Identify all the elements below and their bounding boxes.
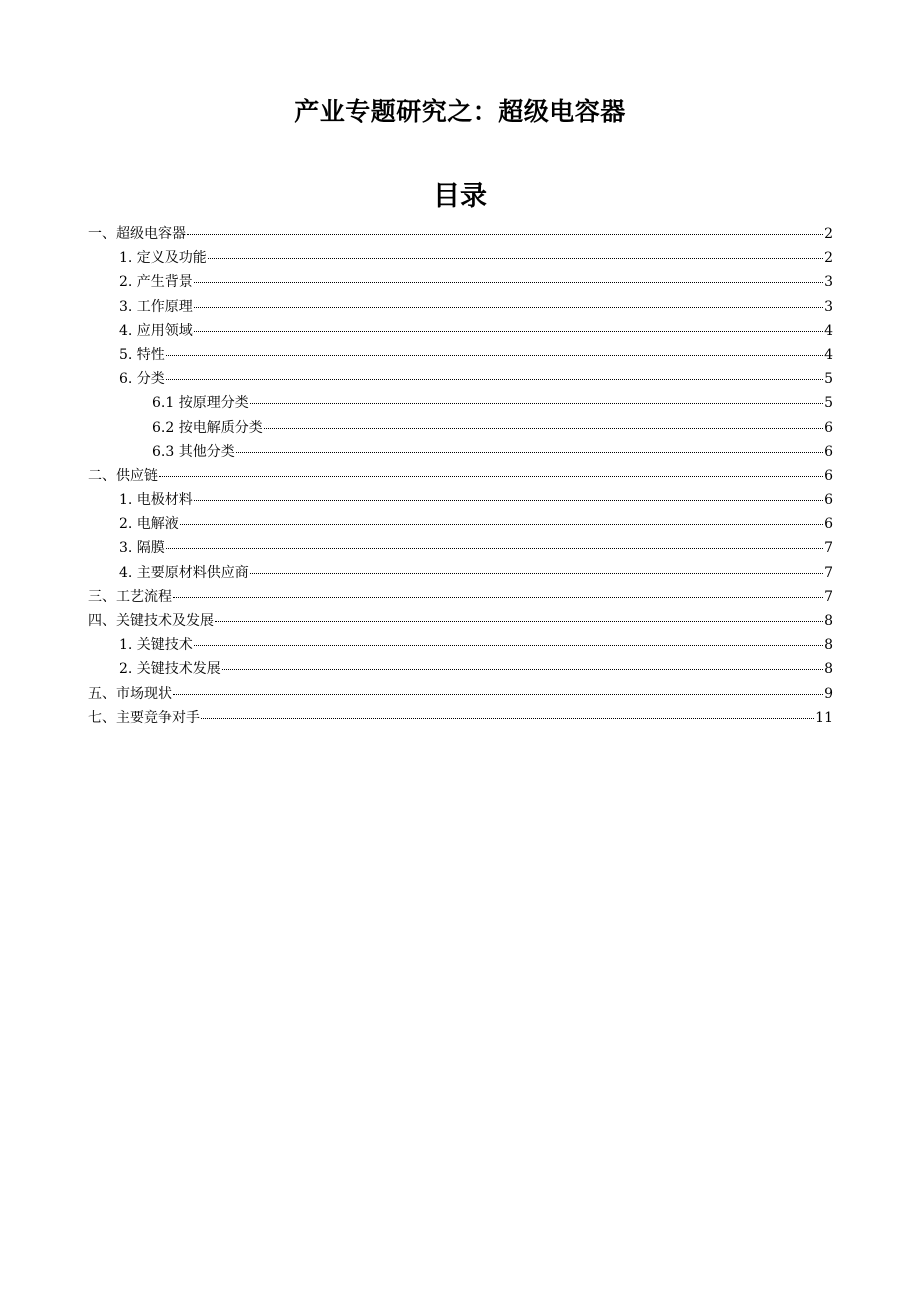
- toc-entry[interactable]: [88, 609, 833, 633]
- toc-entry-title: 七、主要竞争对手: [88, 709, 200, 726]
- toc-entry-page-number: 3: [824, 274, 833, 291]
- toc-dot-leader: [215, 621, 823, 622]
- toc-entry-page-number: 6: [824, 467, 833, 484]
- toc-entry-title: 1. 关键技术: [119, 637, 193, 654]
- toc-entry-title: 6. 分类: [119, 371, 165, 388]
- toc-entry-title: 2. 关键技术发展: [119, 661, 221, 678]
- toc-entry[interactable]: [88, 682, 833, 706]
- toc-entry-page-number: 6: [824, 516, 833, 533]
- toc-entry-page-number: 2: [824, 226, 833, 242]
- toc-entry[interactable]: [88, 657, 833, 681]
- toc-entry[interactable]: [88, 416, 833, 440]
- toc-entry[interactable]: [88, 561, 833, 585]
- toc-entry-title: 四、关键技术及发展: [88, 613, 214, 629]
- toc-dot-leader: [208, 258, 823, 259]
- toc-entry-page-number: 8: [824, 613, 833, 629]
- toc-entry-page-number: 6: [824, 492, 833, 509]
- toc-entry[interactable]: [88, 585, 833, 609]
- toc-entry-page-number: 7: [824, 540, 833, 557]
- toc-entry[interactable]: [88, 391, 833, 415]
- toc-entry-page-number: 4: [824, 346, 833, 363]
- toc-entry[interactable]: [88, 440, 833, 464]
- toc-entry[interactable]: [88, 536, 833, 560]
- toc-dot-leader: [180, 524, 823, 525]
- toc-dot-leader: [194, 282, 823, 283]
- toc-entry-page-number: 9: [824, 685, 833, 702]
- toc-entry[interactable]: [88, 367, 833, 391]
- toc-entry[interactable]: [88, 464, 833, 488]
- toc-entry[interactable]: [88, 633, 833, 657]
- toc-entry[interactable]: [88, 319, 833, 343]
- toc-entry[interactable]: [88, 270, 833, 294]
- toc-entry[interactable]: [88, 246, 833, 270]
- toc-entry[interactable]: [88, 343, 833, 367]
- toc-dot-leader: [201, 718, 814, 719]
- toc-entry-title: 4. 应用领域: [119, 322, 193, 339]
- toc-entry-title: 二、供应链: [88, 467, 158, 484]
- toc-entry[interactable]: [88, 512, 833, 536]
- toc-dot-leader: [194, 307, 823, 308]
- toc-dot-leader: [236, 452, 823, 453]
- toc-entry[interactable]: [88, 488, 833, 512]
- toc-entry-title: 一、超级电容器: [88, 226, 186, 242]
- toc-entry-title: 5. 特性: [119, 346, 165, 363]
- toc-entry-page-number: 7: [824, 564, 833, 581]
- toc-entry-page-number: 8: [824, 637, 833, 654]
- toc-dot-leader: [222, 669, 823, 670]
- toc-entry-title: 三、工艺流程: [88, 588, 172, 605]
- toc-entry[interactable]: [88, 706, 833, 730]
- toc-entry-title: 2. 产生背景: [119, 274, 193, 291]
- toc-entry-page-number: 7: [824, 588, 833, 605]
- toc-dot-leader: [173, 597, 823, 598]
- toc-entry[interactable]: [88, 222, 833, 246]
- toc-entry-page-number: 3: [824, 298, 833, 315]
- toc-entry-title: 6.3 其他分类: [152, 443, 235, 460]
- toc-dot-leader: [187, 234, 823, 235]
- toc-entry-page-number: 6: [824, 419, 833, 436]
- document-title: 产业专题研究之：超级电容器: [294, 97, 626, 126]
- toc-entry-title: 五、市场现状: [88, 685, 172, 702]
- toc-entry-title: 2. 电解液: [119, 516, 179, 533]
- toc-dot-leader: [159, 476, 823, 477]
- toc-entry-title: 3. 隔膜: [119, 540, 165, 557]
- toc-dot-leader: [194, 500, 823, 501]
- toc-dot-leader: [166, 379, 823, 380]
- toc-entry-title: 4. 主要原材料供应商: [119, 564, 249, 581]
- toc-heading: 目录: [433, 181, 487, 212]
- toc-dot-leader: [166, 548, 823, 549]
- toc-entry-page-number: 11: [815, 709, 833, 726]
- toc-entry-title: 6.1 按原理分类: [152, 395, 249, 412]
- table-of-contents: [88, 222, 833, 730]
- toc-entry-page-number: 5: [824, 371, 833, 388]
- toc-dot-leader: [194, 645, 823, 646]
- toc-entry-page-number: 8: [824, 661, 833, 678]
- toc-entry-page-number: 4: [824, 322, 833, 339]
- toc-dot-leader: [250, 403, 823, 404]
- toc-entry-page-number: 6: [824, 443, 833, 460]
- toc-entry-page-number: 2: [824, 250, 833, 267]
- toc-entry-title: 1. 电极材料: [119, 492, 193, 509]
- toc-entry-title: 6.2 按电解质分类: [152, 419, 263, 436]
- toc-dot-leader: [264, 428, 823, 429]
- toc-entry-page-number: 5: [824, 395, 833, 412]
- toc-entry[interactable]: [88, 295, 833, 319]
- toc-entry-title: 1. 定义及功能: [119, 250, 207, 267]
- toc-entry-title: 3. 工作原理: [119, 298, 193, 315]
- toc-dot-leader: [194, 331, 823, 332]
- toc-dot-leader: [166, 355, 823, 356]
- toc-dot-leader: [250, 573, 823, 574]
- toc-dot-leader: [173, 694, 823, 695]
